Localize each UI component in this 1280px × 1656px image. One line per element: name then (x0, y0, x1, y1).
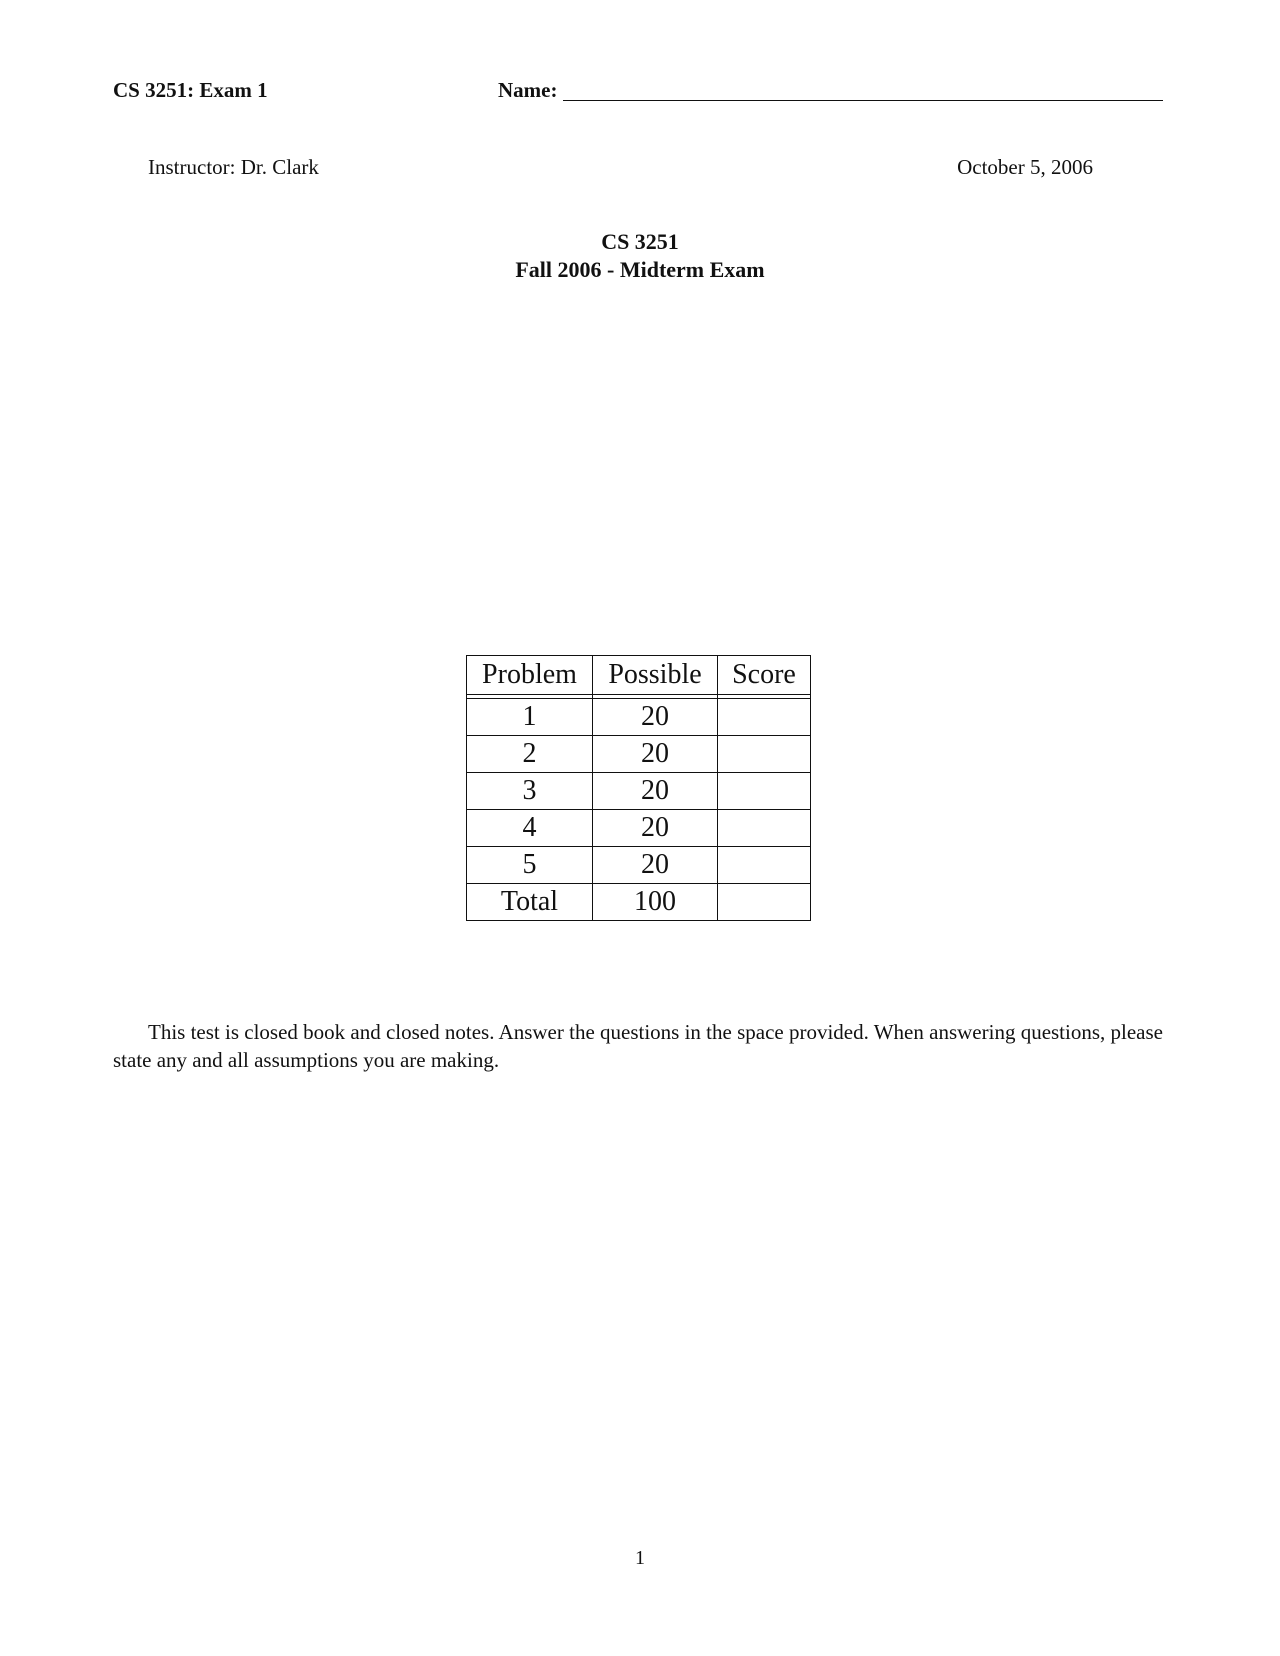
exam-title-term: Fall 2006 - Midterm Exam (515, 257, 765, 282)
table-row (466, 809, 811, 846)
problem-number: 3 (466, 772, 592, 809)
possible-points: 20 (592, 846, 717, 883)
name-label: Name: (498, 78, 558, 102)
table-row (466, 735, 811, 772)
possible-points: 20 (592, 698, 717, 735)
total-score-cell[interactable] (717, 883, 811, 921)
score-cell[interactable] (717, 772, 811, 809)
total-possible-points: 100 (592, 883, 717, 921)
exam-instructions: This test is closed book and closed notes. Answer the questions in the space provided. When answering questions, please state any and all assumptions you are making. (113, 1020, 1163, 1072)
name-blank-line[interactable] (563, 100, 1163, 101)
header-problem: Problem (466, 655, 592, 695)
score-table (466, 655, 811, 921)
header-possible: Possible (592, 655, 717, 695)
instructor-label: Instructor: Dr. Clark (148, 155, 319, 179)
score-cell[interactable] (717, 735, 811, 772)
course-exam-label: CS 3251: Exam 1 (113, 78, 268, 102)
total-label: Total (466, 883, 592, 921)
problem-number: 2 (466, 735, 592, 772)
exam-title-course: CS 3251 (601, 229, 679, 254)
score-cell[interactable] (717, 846, 811, 883)
table-row (466, 772, 811, 809)
exam-date: October 5, 2006 (957, 155, 1093, 179)
table-row (466, 846, 811, 883)
problem-number: 5 (466, 846, 592, 883)
problem-number: 1 (466, 698, 592, 735)
page-number: 1 (635, 1547, 645, 1569)
table-row (466, 698, 811, 735)
score-cell[interactable] (717, 698, 811, 735)
score-table-header-row (466, 655, 811, 695)
possible-points: 20 (592, 735, 717, 772)
score-cell[interactable] (717, 809, 811, 846)
possible-points: 20 (592, 809, 717, 846)
header-score: Score (717, 655, 811, 695)
exam-title (0, 228, 1280, 284)
total-row (466, 883, 811, 921)
problem-number: 4 (466, 809, 592, 846)
possible-points: 20 (592, 772, 717, 809)
